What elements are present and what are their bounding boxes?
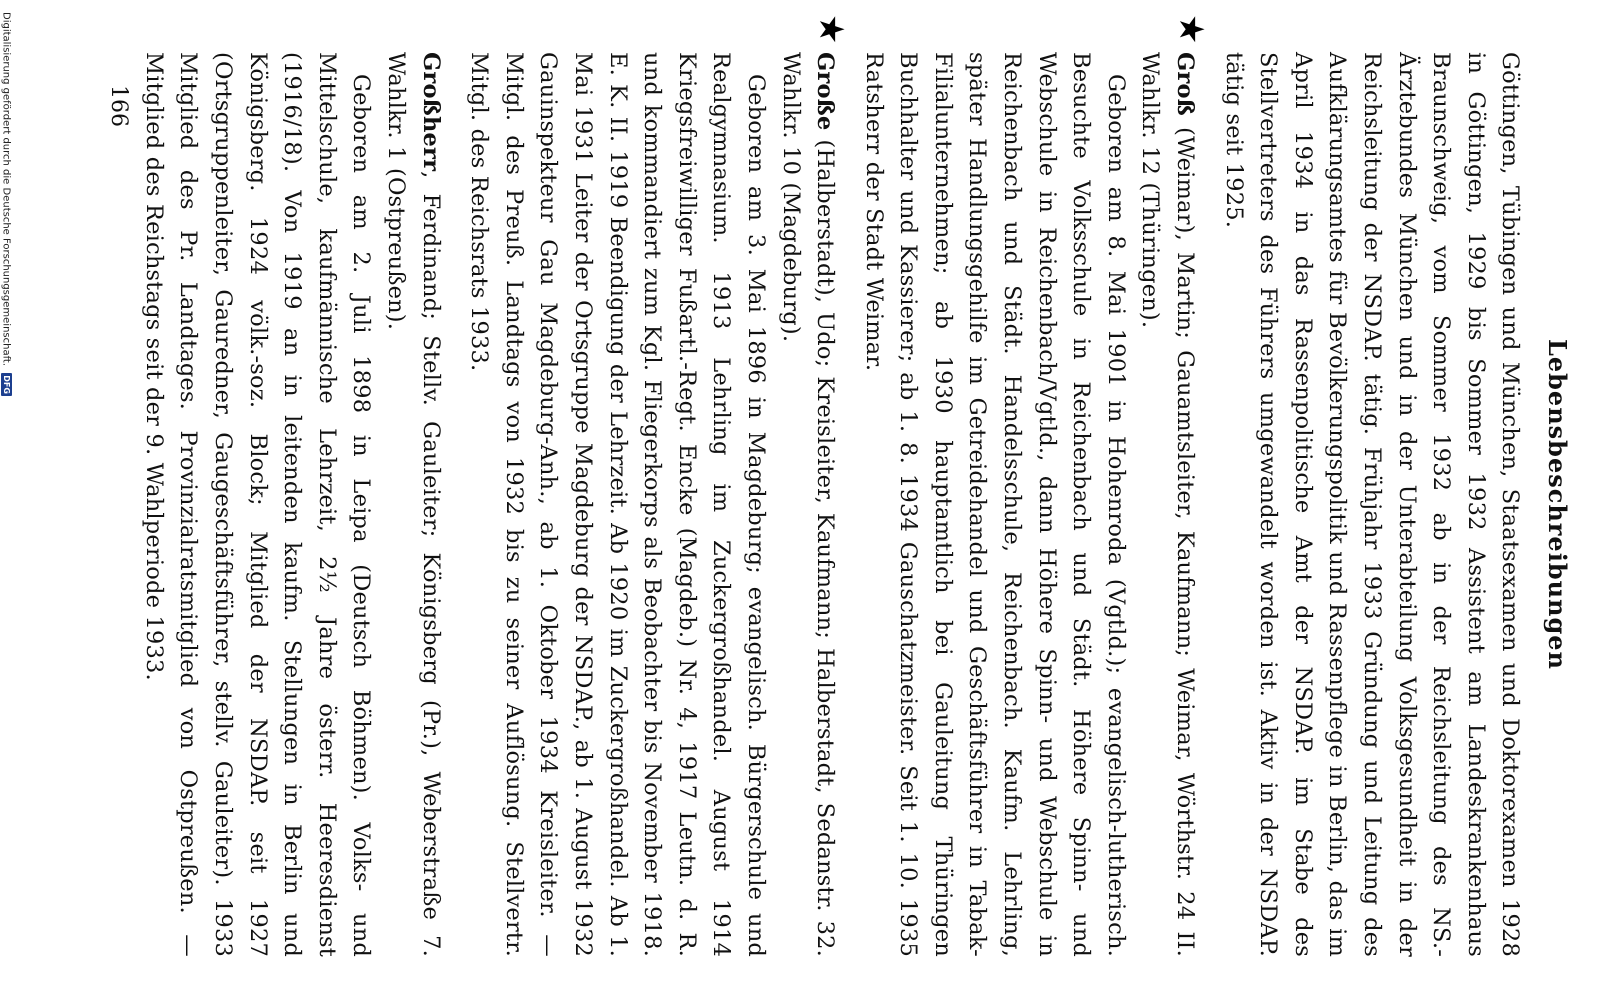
star-icon: ★ [1171, 14, 1212, 45]
entry-name: Großherr [417, 52, 444, 172]
biography-entry-grosse [462, 14, 852, 957]
entry-body: Geboren am 3. Mai 1896 in Magdeburg; evangelisch. Bürgerschule und Realgymnasium. 1913 Lehrling im Zuckergroßhandel. August 1914 Kriegsfreiwilliger Fußartl.-Regt. Encke (Magdeb.) Nr. 4, 1917 Leutn. d. R. und kommandiert zum Kgl. Fliegerkorps als Beobachter bis November 1918. E. K. II. 1919 Beendigung der Lehrzeit. Ab 1920 im Zuckergroßhandel. Ab 1. Mai 1931 Leiter der Ortsgruppe Magdeburg der NSDAP., ab 1. August 1932 Gauinspekteur Gau Magdeburg-Anh., ab 1. Oktober 1934 Kreisleiter. — Mitgl. des Preuß. Landtags von 1932 bis zu seiner Auflösung. Stellvertr. Mitgl. des Reichsrats 1933. [466, 52, 769, 957]
entry-body: Geboren am 2. Juli 1898 in Leipa (Deutsch Böhmen). Volks- und Mittelschule, kaufmännische Lehrzeit, 2½ Jahre österr. Heeresdienst (1916/18). Von 1919 an in leitenden kaufm. Stellungen in Berlin und Königsberg. 1924 völk.-soz. Block; Mitglied der NSDAP. seit 1927 (Ortsgruppenleiter, Gauredner, Gaugeschäftsführer, stellv. Gauleiter). 1933 Mitglied des Pr. Landtages. Provinzialratsmitglied von Ostpreußen. — Mitglied des Reichstags seit der 9. Wahlperiode 1933. [140, 52, 375, 957]
page-heading: Lebensbeschreibungen [1543, 339, 1572, 670]
text-column [136, 14, 1574, 957]
entry-head: , Ferdinand; Stellv. Gauleiter; Königsberg (Pr.), Weberstraße 7. Wahlkr. 1 (Ostpreußen). [383, 52, 444, 957]
page-number: 166 [106, 85, 131, 127]
biography-entry-gross [856, 14, 1212, 957]
intro-paragraph: Göttingen, Tübingen und München, Staatsexamen und Doktorexamen 1928 in Göttingen, 1929 bis Sommer 1932 Assistent am Landeskrankenhaus Braunschweig, vom Sommer 1932 ab in der Reichsleitung des NS.-Ärztebundes München und in der Unterabteilung Volksgesundheit in der Reichsleitung der NSDAP. tätig. Frühjahr 1933 Gründung und Leitung des Aufklärungsamtes für Bevölkerungspolitik und Rassenpflege in Berlin, das im April 1934 in das Rassenpolitische Amt der NSDAP. im Stabe des Stellvertreters des Führers umgewandelt worden ist. Aktiv in der NSDAP. tätig seit 1925. [1220, 52, 1524, 957]
entry-head: (Weimar), Martin; Gauamtsleiter, Kaufmann; Weimar, Wörthstr. 24 II. Wahlkr. 12 (Thüringen). [1137, 52, 1199, 957]
entry-body: Geboren am 8. Mai 1901 in Hohenroda (Vgtld.); evangelisch-lutherisch. Besuchte Volksschule in Reichenbach und Städt. Höhere Spinn- und Webschule in Reichenbach/Vgtld., dann Höhere Spinn- und Webschule in Reichenbach und Städt. Handelsschule, Reichenbach. Kaufm. Lehrling, später Handlungsgehilfe im Getreidehandel und Geschäftsführer in Tabak-Filialunternehmen; ab 1930 hauptamtlich bei Gauleitung Thüringen Buchhalter und Kassierer; ab 1. 8. 1934 Gauschatzmeister. Seit 1. 10. 1935 Ratsherr der Stadt Weimar. [860, 52, 1129, 957]
biography-entry-grossherr [136, 52, 447, 957]
entry-name: Große [812, 52, 839, 131]
entry-head: (Halberstadt), Udo; Kreisleiter, Kaufmann; Halberstadt, Sedanstr. 32. Wahlkr. 10 (Magdeburg). [777, 52, 839, 957]
dfg-logo: DFG [2, 375, 12, 394]
digitization-credit [1, 12, 13, 1002]
entry-name: Groß [1172, 52, 1199, 116]
star-icon: ★ [811, 14, 852, 45]
credit-text: Digitalisierung gefördert durch die Deutsche Forschungsgemeinschaft. [1, 12, 12, 367]
